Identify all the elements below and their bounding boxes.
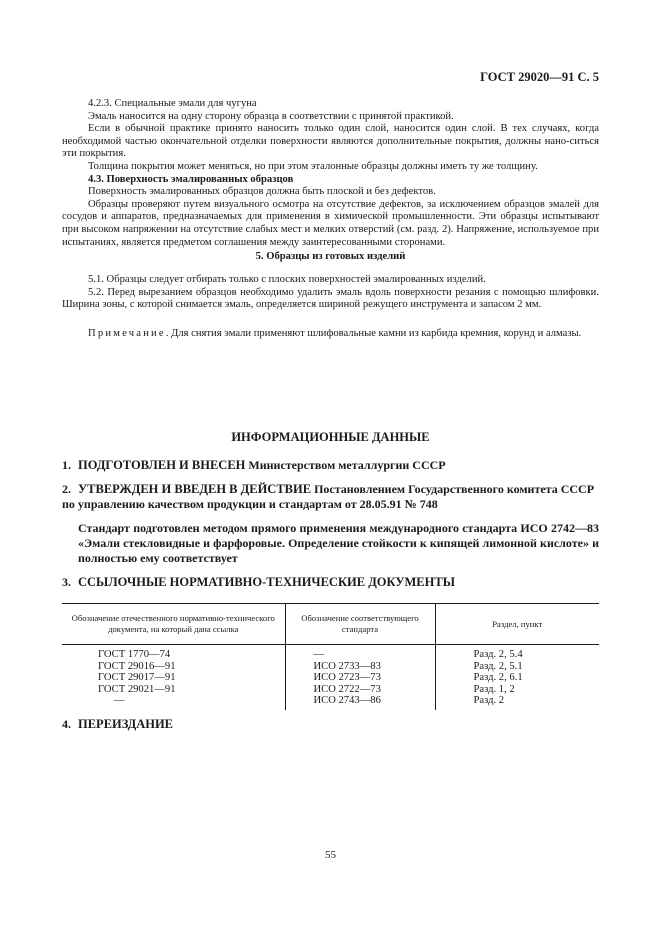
item-heading: УТВЕРЖДЕН И ВВЕДЕН В ДЕЙСТВИЕ xyxy=(78,482,312,496)
table-row xyxy=(62,695,599,710)
item-heading: ПОДГОТОВЛЕН И ВНЕСЕН xyxy=(78,458,246,472)
table-cell: ИСО 2722—73 xyxy=(285,684,435,696)
note xyxy=(62,328,599,341)
table-cell: ИСО 2743—86 xyxy=(285,695,435,710)
table-row xyxy=(62,672,599,684)
table-row xyxy=(62,661,599,673)
section-5-text xyxy=(62,274,599,312)
paragraph: Поверхность эмалированных образцов должна быть плоской и без дефектов. xyxy=(88,186,436,198)
page-number: 55 xyxy=(325,849,336,861)
page-header: ГОСТ 29020—91 С. 5 xyxy=(480,70,599,84)
item-number: 3. xyxy=(62,575,71,589)
reference-documents-table xyxy=(62,603,599,710)
section-5-title: 5. Образцы из готовых изделий xyxy=(255,251,406,262)
section-4-text xyxy=(62,98,599,249)
table-cell: Разд. 2 xyxy=(435,695,599,710)
standard-note: Стандарт подготовлен методом прямого применения международного стандарта ИСО 2742—83 «Эмали стекловидные и фарфоровые. Определение стойкости к кипящей лимонной кислоте» и полностью ему соответствует xyxy=(78,521,599,565)
paragraph: Толщина покрытия может меняться, но при этом эталонные образцы должны иметь ту же толщину. xyxy=(88,160,538,172)
note-text: . Для снятия эмали применяют шлифовальные камни из карбида кремния, корунд и алмазы. xyxy=(165,328,582,339)
column-header: Раздел, пункт xyxy=(435,604,599,645)
info-data-title: ИНФОРМАЦИОННЫЕ ДАННЫЕ xyxy=(231,430,430,444)
item-number: 1. xyxy=(62,458,71,472)
item-number: 2. xyxy=(62,482,71,496)
paragraph: Эмаль наносится на одну сторону образца в соответствии с принятой практикой. xyxy=(88,110,454,122)
table-cell: Разд. 2, 6.1 xyxy=(435,672,599,684)
paragraph: Если в обычной практике принято наносить только один слой, наносится один слой. В тех случаях, когда необходимой частью окончательной отделки поверхности являются дополнительные покрытия, должны нано-ситься эти покрытия. xyxy=(62,123,599,160)
column-header: Обозначение соответствующего стандарта xyxy=(285,604,435,645)
paragraph: Образцы проверяют путем визуального осмотра на отсутствие дефектов, за исключением образцов эмалей для сосудов и аппаратов, предназначаемых для применения в химической промышленности. Эти образцы испытывают при высоком напряжении на отсутствие слабых мест и мелких отверстий (см. разд. 2). Напряжение, используемое при испытаниях, является предметом соглашения между заинтересованными сторонами. xyxy=(62,198,599,248)
info-item-4 xyxy=(62,717,599,732)
item-text: Постановлением Государственного комитета СССР по управлению качеством продукции и стандартам от 28.05.91 № 748 xyxy=(62,482,595,511)
info-item-2 xyxy=(62,482,599,512)
item-number: 4. xyxy=(62,717,71,731)
table-cell: Разд. 1, 2 xyxy=(435,684,599,696)
table-cell: Разд. 2, 5.1 xyxy=(435,661,599,673)
info-item-1 xyxy=(62,458,599,473)
column-header: Обозначение отечественного нормативно-технического документа, на который дана ссылка xyxy=(62,604,285,645)
table-cell: ИСО 2723—73 xyxy=(285,672,435,684)
info-item-3 xyxy=(62,575,599,590)
table-cell: — xyxy=(285,645,435,661)
paragraph-5-2: 5.2. Перед вырезанием образцов необходимо удалить эмаль вдоль поверхности резания с помощью шлифовки. Ширина зоны, с которой снимается эмаль, определяется шириной режущего инструмента и запасом 2 мм. xyxy=(62,286,599,311)
table-row xyxy=(62,684,599,696)
table-cell: ГОСТ 29021—91 xyxy=(98,683,176,695)
table-cell: ГОСТ 29016—91 xyxy=(98,660,176,672)
table-header-row xyxy=(62,604,599,645)
table-cell: ИСО 2733—83 xyxy=(285,661,435,673)
table-cell: — xyxy=(114,695,125,706)
table-cell: ГОСТ 1770—74 xyxy=(98,649,171,660)
note-label: Примечание xyxy=(88,328,166,339)
table-cell: ГОСТ 29017—91 xyxy=(98,672,176,683)
table-cell: Разд. 2, 5.4 xyxy=(435,645,599,661)
paragraph-4-2-3: 4.2.3. Специальные эмали для чугуна xyxy=(88,98,257,109)
paragraph-5-1: 5.1. Образцы следует отбирать только с плоских поверхностей эмалированных изделий. xyxy=(88,274,486,285)
item-heading: ПЕРЕИЗДАНИЕ xyxy=(78,717,174,731)
subsection-heading-4-3: 4.3. Поверхность эмалированных образцов xyxy=(88,173,294,185)
item-text: Министерством металлургии СССР xyxy=(245,458,446,472)
table-row xyxy=(62,645,599,661)
item-heading: ССЫЛОЧНЫЕ НОРМАТИВНО-ТЕХНИЧЕСКИЕ ДОКУМЕНТЫ xyxy=(78,575,455,589)
